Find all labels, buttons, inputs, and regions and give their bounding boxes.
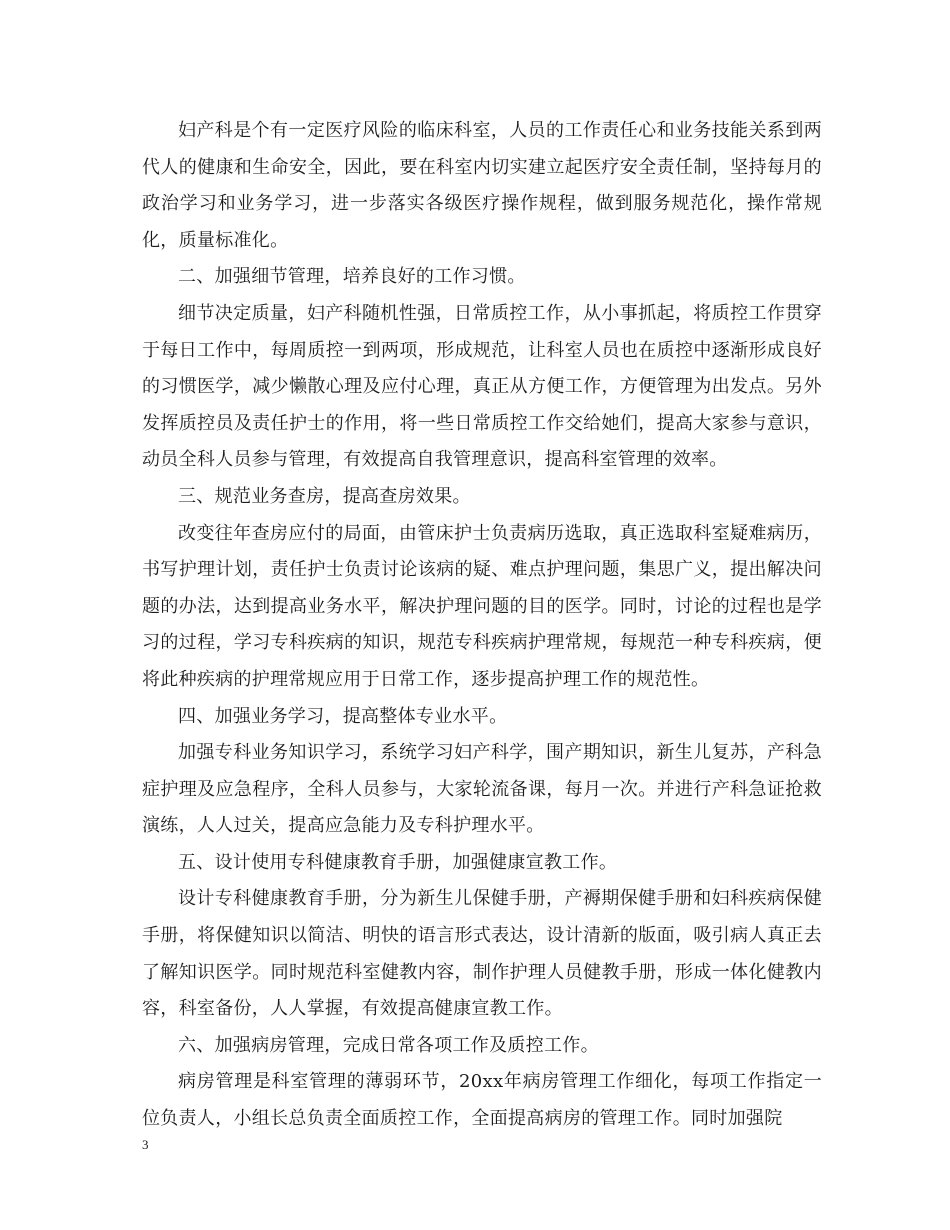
paragraph-ward-rounds: 改变往年查房应付的局面，由管床护士负责病历选取，真正选取科室疑难病历，书写护理计划，责任护士负责讨论该病的疑、难点护理问题，集思广义，提出解决问题的办法，达到提高业务水平，解决护理问题的目的医学。同时，讨论的过程也是学习的过程，学习专科疾病的知识，规范专科疾病护理常规，每规范一种专科疾病，便将此种疾病的护理常规应用于日常工作，逐步提高护理工作的规范性。 [142, 522, 822, 690]
paragraph-health-education: 设计专科健康教育手册，分为新生儿保健手册，产褥期保健手册和妇科疾病保健手册，将保健知识以简洁、明快的语言形式表达，设计清新的版面，吸引病人真正去了解知识医学。同时规范科室健教内容，制作护理人员健教手册，形成一体化健教内容，科室备份，人人掌握，有效提高健康宣教工作。 [142, 888, 822, 1020]
paragraph-safety-responsibility: 妇产科是个有一定医疗风险的临床科室，人员的工作责任心和业务技能关系到两代人的健康和生命安全，因此，要在科室内切实建立起医疗安全责任制，坚持每月的政治学习和业务学习，进一步落实各级医疗操作规程，做到服务规范化，操作常规化，质量标准化。 [142, 120, 822, 251]
section-heading-health-education: 五、设计使用专科健康教育手册，加强健康宣教工作。 [178, 851, 618, 873]
page-number: 3 [142, 1137, 149, 1152]
section-heading-detail-management: 二、加强细节管理，培养良好的工作习惯。 [178, 266, 526, 288]
section-heading-ward-rounds: 三、规范业务查房，提高查房效果。 [178, 485, 471, 507]
section-heading-professional-study: 四、加强业务学习，提高整体专业水平。 [178, 705, 508, 727]
paragraph-ward-management: 病房管理是科室管理的薄弱环节，20xx年病房管理工作细化，每项工作指定一位负责人，小组长总负责全面质控工作，全面提高病房的管理工作。同时加强院 [142, 1071, 822, 1130]
paragraph-detail-management: 细节决定质量，妇产科随机性强，日常质控工作，从小事抓起，将质控工作贯穿于每日工作中，每周质控一到两项，形成规范，让科室人员也在质控中逐渐形成良好的习惯医学，减少懒散心理及应付心理，真正从方便工作，方便管理为出发点。另外发挥质控员及责任护士的作用，将一些日常质控工作交给她们，提高大家参与意识，动员全科人员参与管理，有效提高自我管理意识，提高科室管理的效率。 [142, 302, 822, 471]
document-body [142, 113, 822, 1138]
section-heading-ward-management: 六、加强病房管理，完成日常各项工作及质控工作。 [178, 1034, 599, 1056]
paragraph-professional-study: 加强专科业务知识学习，系统学习妇产科学，围产期知识，新生儿复苏，产科急症护理及应急程序，全科人员参与，大家轮流备课，每月一次。并进行产科急证抢救演练，人人过关，提高应急能力及专科护理水平。 [142, 742, 822, 837]
